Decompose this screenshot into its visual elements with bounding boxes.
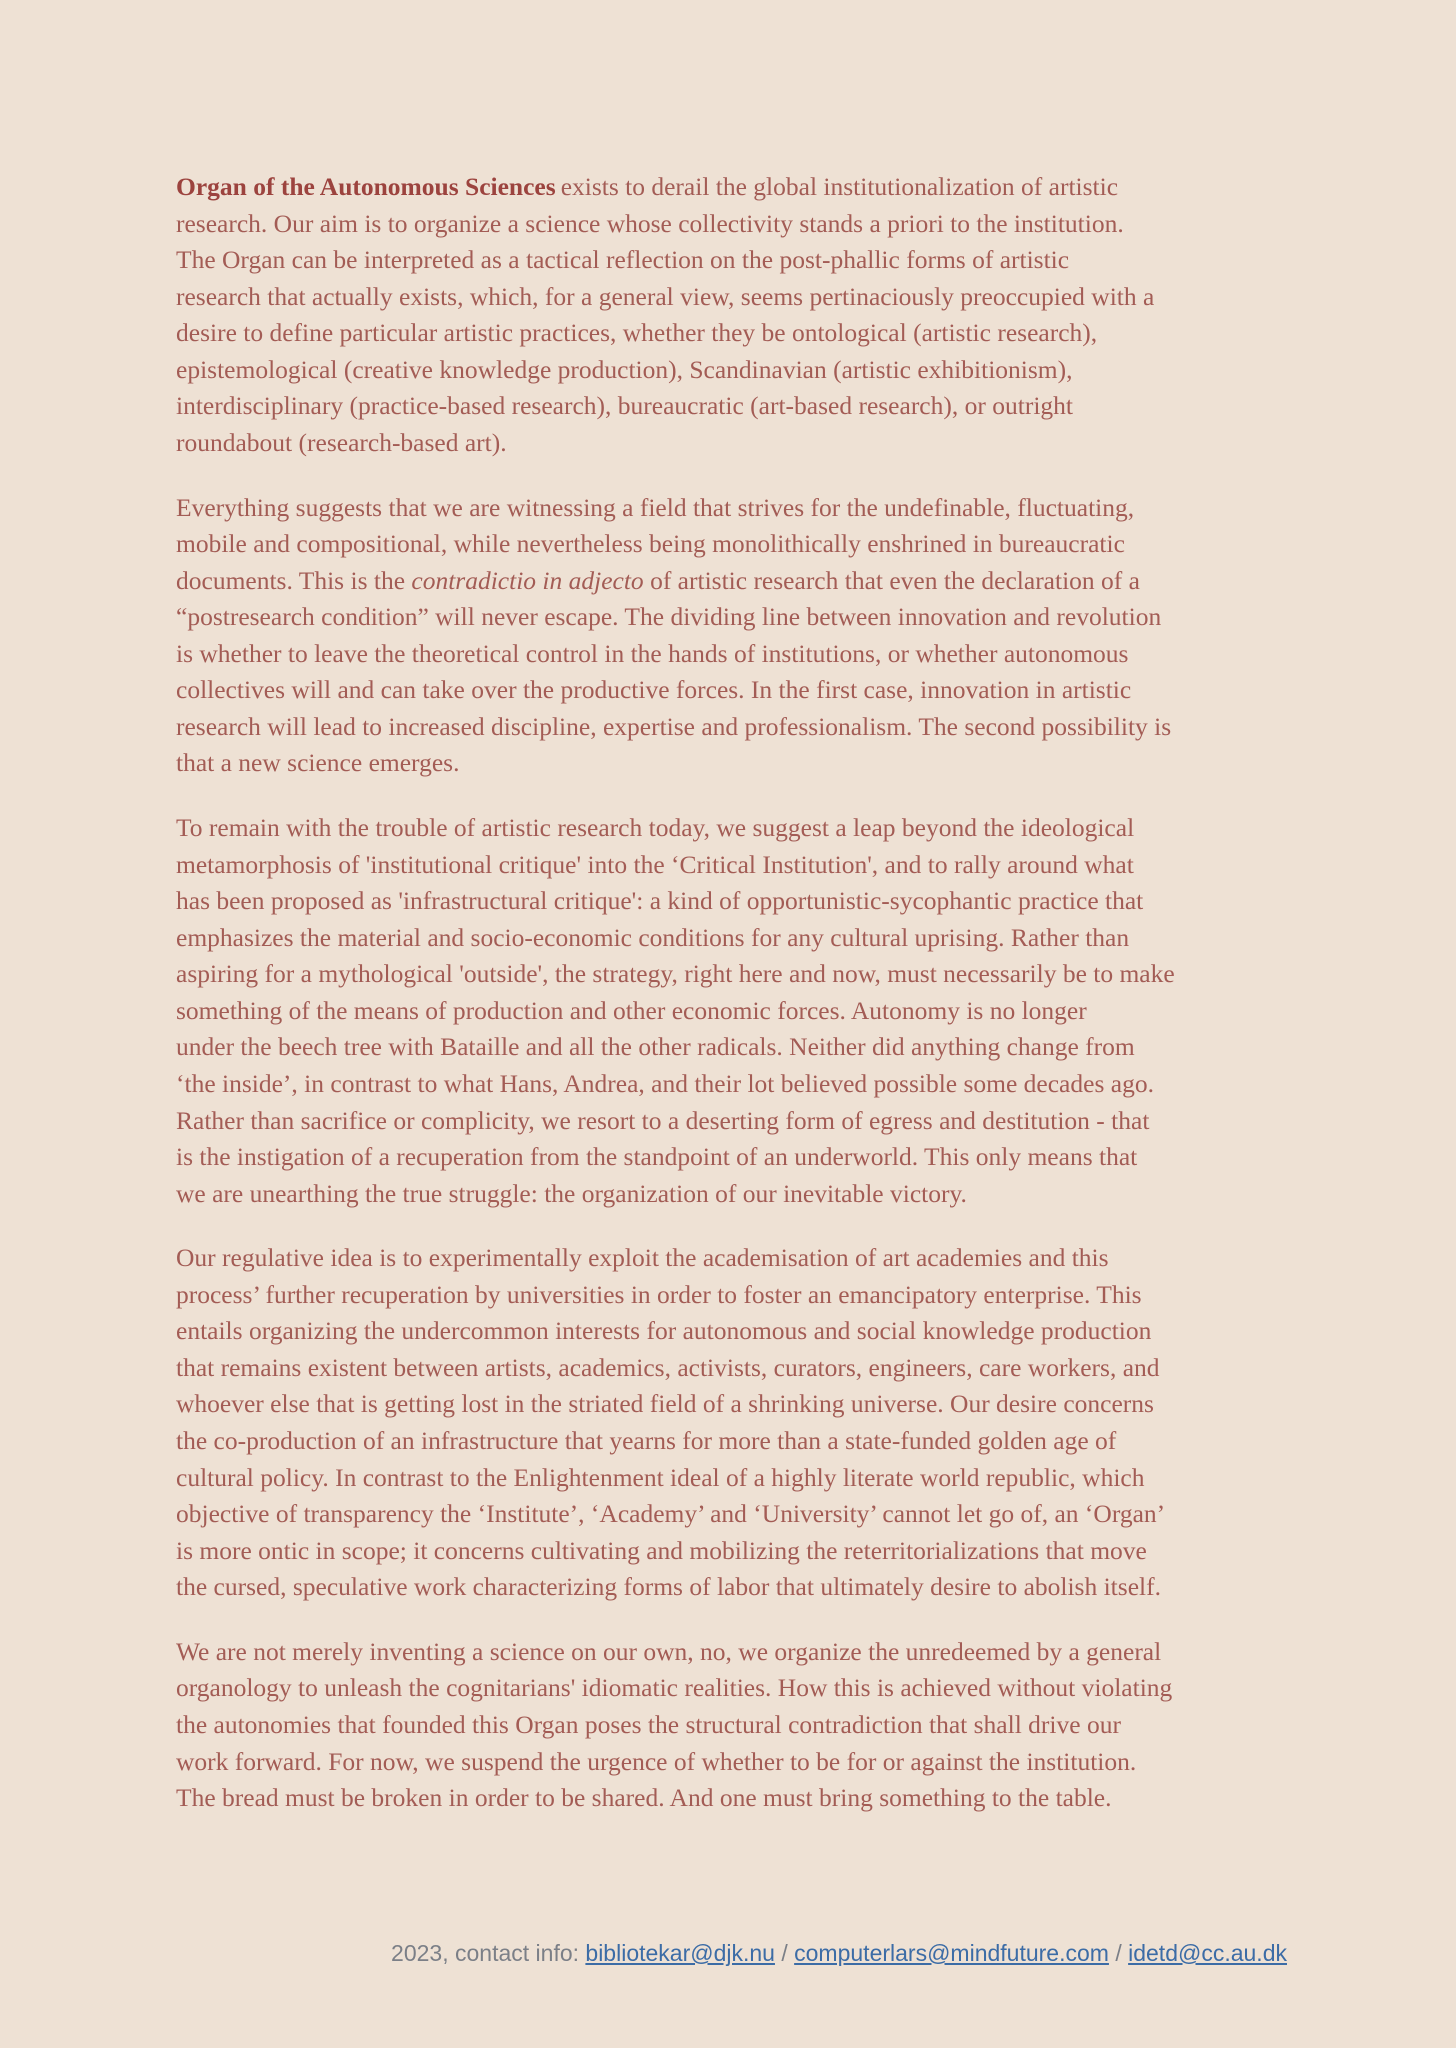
- paragraph: [176, 1240, 1356, 1606]
- text-line: something of the means of production and other economic forces. Autonomy is no longer: [176, 995, 1087, 1025]
- text-line: that a new science emerges.: [176, 748, 460, 778]
- text-line: has been proposed as 'infrastructural critique': a kind of opportunistic-sycophantic practice that: [176, 886, 1144, 916]
- text-line: Rather than sacrifice or complicity, we resort to a deserting form of egress and destitution - that: [176, 1105, 1150, 1135]
- text-line: [176, 563, 1356, 600]
- text-line: the co-production of an infrastructure that yearns for more than a state-funded golden age of: [176, 1426, 1117, 1455]
- paragraph: [176, 169, 1356, 462]
- text-line: “postresearch condition” will never escape. The dividing line between innovation and revolution: [176, 602, 1162, 632]
- text-line: Everything suggests that we are witnessing a field that strives for the undefinable, fluctuating,: [176, 492, 1135, 522]
- lead-title: Organ of the Autonomous Sciences: [176, 172, 556, 201]
- text-line: mobile and compositional, while nevertheless being monolithically enshrined in bureaucratic: [176, 529, 1125, 559]
- paragraph: [176, 1634, 1356, 1817]
- text-line: work forward. For now, we suspend the urgence of whether to be for or against the institution.: [176, 1746, 1137, 1776]
- text-line: We are not merely inventing a science on our own, no, we organize the unredeemed by a general: [176, 1636, 1162, 1666]
- footer-separator: /: [774, 1940, 795, 1966]
- text-line: is the instigation of a recuperation from the standpoint of an underworld. This only means that: [176, 1142, 1138, 1172]
- footer-separator: /: [1108, 1940, 1129, 1966]
- text-line: To remain with the trouble of artistic research today, we suggest a leap beyond the ideological: [176, 813, 1135, 842]
- text-line: Our regulative idea is to experimentally exploit the academisation of art academies and this: [176, 1243, 1109, 1273]
- text-line: objective of transparency the ‘Institute’, ‘Academy’ and ‘University’ cannot let go of, an ‘Organ’: [176, 1499, 1166, 1529]
- text-line: epistemological (creative knowledge production), Scandinavian (artistic exhibitionism),: [176, 354, 1073, 384]
- text-line: entails organizing the undercommon interests for autonomous and social knowledge production: [176, 1316, 1152, 1346]
- text-line: whoever else that is getting lost in the striated field of a shrinking universe. Our desire concerns: [176, 1389, 1154, 1419]
- text-line: interdisciplinary (practice-based research), bureaucratic (art-based research), or outright: [176, 391, 1073, 421]
- email-link[interactable]: bibliotekar@djk.nu: [585, 1940, 775, 1966]
- text-line: research will lead to increased discipline, expertise and professionalism. The second possibility is: [176, 711, 1172, 741]
- text-line: The Organ can be interpreted as a tactical reflection on the post-phallic forms of artistic: [176, 245, 1070, 275]
- text-line: the cursed, speculative work characterizing forms of labor that ultimately desire to abolish itself.: [176, 1572, 1161, 1602]
- text-line: emphasizes the material and socio-economic conditions for any cultural uprising. Rather than: [176, 922, 1130, 952]
- text-line: roundabout (research-based art).: [176, 427, 507, 457]
- line-segment: of artistic research that even the declaration of a: [643, 565, 1140, 595]
- text-line: desire to define particular artistic practices, whether they be ontological (artistic research),: [176, 318, 1098, 348]
- text-line: research that actually exists, which, for a general view, seems pertinaciously preoccupied with a: [176, 281, 1155, 311]
- footer-prefix: 2023, contact info:: [391, 1940, 586, 1966]
- text-line: organology to unleash the cognitarians' idiomatic realities. How this is achieved without violating: [176, 1673, 1173, 1703]
- contact-footer: [391, 1936, 1287, 1970]
- text-line: is more ontic in scope; it concerns cultivating and mobilizing the reterritorializations that move: [176, 1535, 1147, 1565]
- paragraph: [176, 490, 1356, 783]
- text-line: the autonomies that founded this Organ poses the structural contradiction that shall drive our: [176, 1709, 1121, 1739]
- paragraph: [176, 810, 1356, 1212]
- text-line: ‘the inside’, in contrast to what Hans, Andrea, and their lot believed possible some decades ago.: [176, 1068, 1154, 1098]
- text-line: that remains existent between artists, academics, activists, curators, engineers, care workers, and: [176, 1352, 1160, 1382]
- text-line: we are unearthing the true struggle: the organization of our inevitable victory.: [176, 1178, 967, 1208]
- text-line: research. Our aim is to organize a science whose collectivity stands a priori to the institution.: [176, 208, 1124, 238]
- text-line: collectives will and can take over the productive forces. In the first case, innovation in artistic: [176, 675, 1132, 705]
- text-line: The bread must be broken in order to be shared. And one must bring something to the table.: [176, 1783, 1112, 1813]
- text-line: [176, 169, 1356, 206]
- text-line: is whether to leave the theoretical control in the hands of institutions, or whether autonomous: [176, 638, 1129, 668]
- text-line: under the beech tree with Bataille and all the other radicals. Neither did anything change from: [176, 1032, 1135, 1062]
- text-line: aspiring for a mythological 'outside', the strategy, right here and now, must necessarily be to make: [176, 959, 1175, 989]
- email-link[interactable]: idetd@cc.au.dk: [1128, 1940, 1287, 1966]
- italic-phrase: contradictio in adjecto: [411, 565, 644, 595]
- lead-line-text: exists to derail the global institutionalization of artistic: [560, 172, 1119, 201]
- text-line: process’ further recuperation by universities in order to foster an emancipatory enterprise. This: [176, 1279, 1142, 1309]
- email-link[interactable]: computerlars@mindfuture.com: [794, 1940, 1109, 1966]
- text-line: metamorphosis of 'institutional critique' into the ‘Critical Institution', and to rally around what: [176, 849, 1134, 879]
- text-line: cultural policy. In contrast to the Enlightenment ideal of a highly literate world republic, which: [176, 1462, 1145, 1492]
- line-segment: documents. This is the: [176, 565, 412, 595]
- manifesto-body: [176, 169, 1356, 1845]
